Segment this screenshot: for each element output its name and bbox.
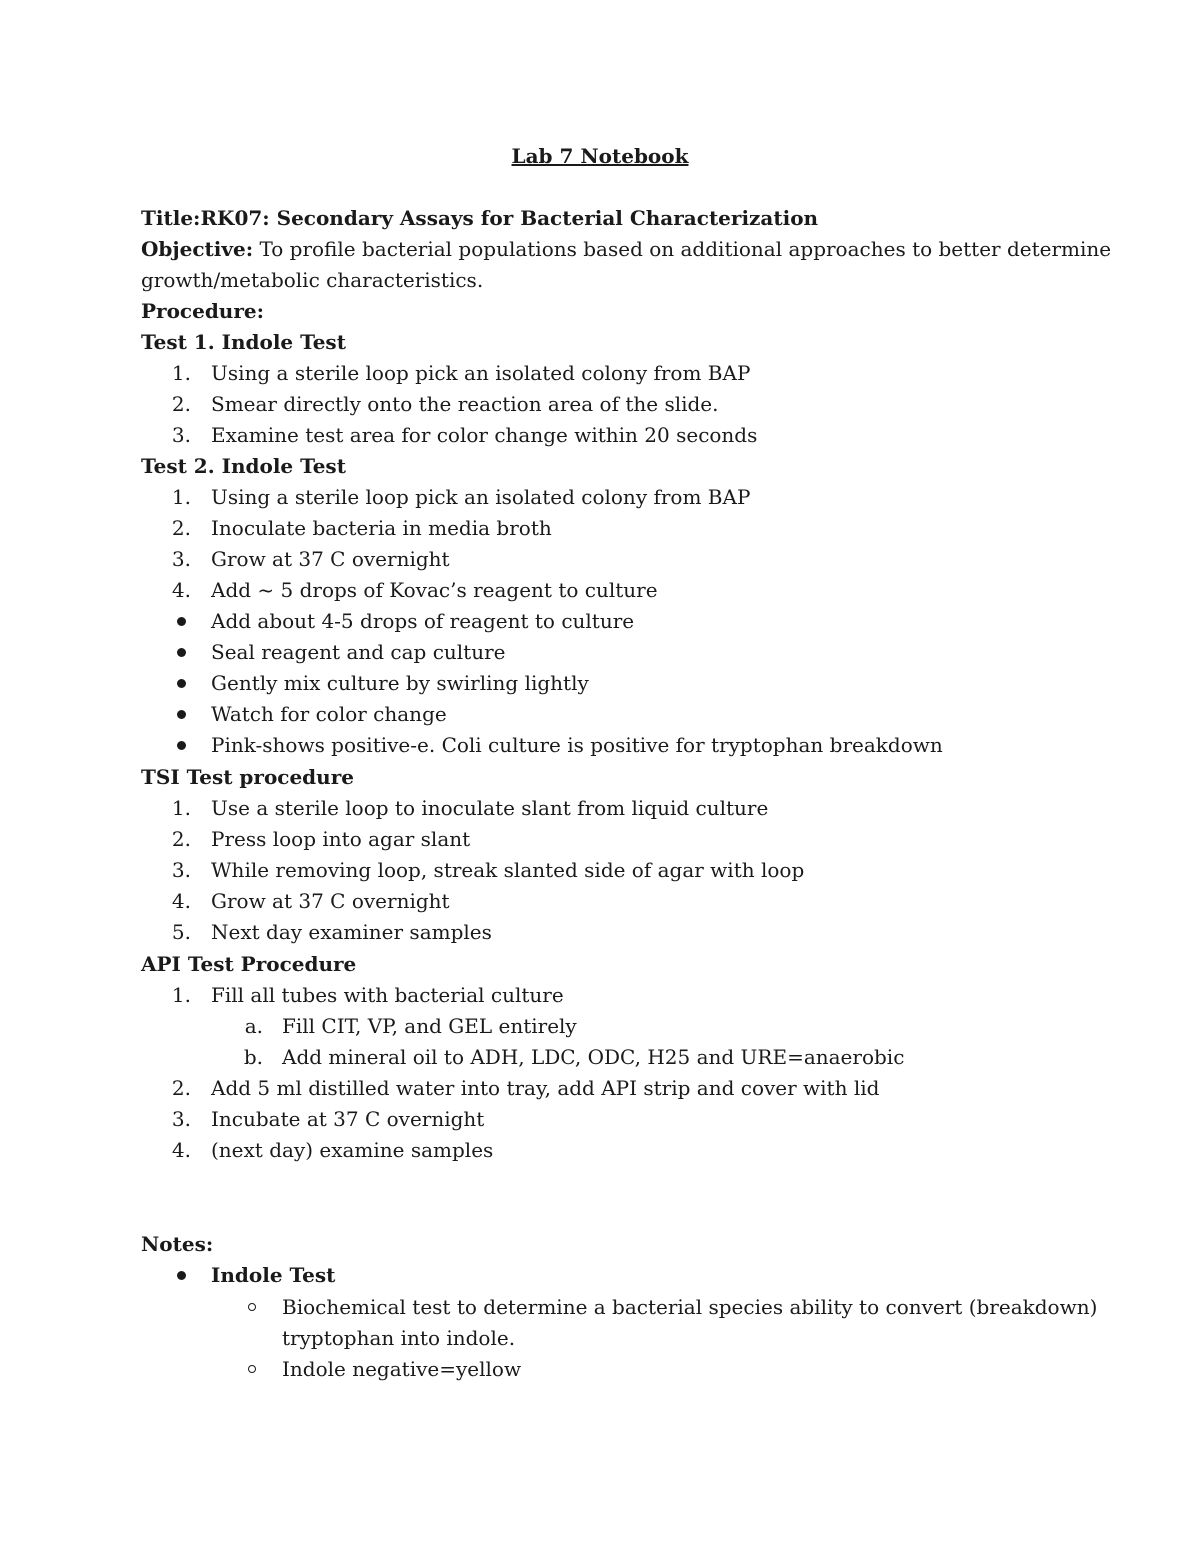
- list-number: 4.: [171, 889, 191, 913]
- list-text: Press loop into agar slant: [211, 827, 471, 851]
- list-text: tryptophan into indole.: [282, 1326, 516, 1350]
- list-text: Use a sterile loop to inoculate slant from liquid culture: [211, 796, 769, 820]
- list-text: Next day examiner samples: [211, 920, 492, 944]
- list-text: Examine test area for color change within 20 seconds: [211, 423, 758, 447]
- objective-line: [141, 234, 1111, 264]
- list-text: Inoculate bacteria in media broth: [211, 516, 552, 540]
- list-text: Watch for color change: [211, 702, 447, 726]
- api-heading: API Test Procedure: [141, 952, 357, 976]
- list-text: Add mineral oil to ADH, LDC, ODC, H25 and URE=anaerobic: [282, 1045, 905, 1069]
- list-text: While removing loop, streak slanted side of agar with loop: [211, 858, 805, 882]
- circle-bullet-icon: [248, 1365, 256, 1373]
- circle-bullet-icon: [248, 1303, 256, 1311]
- bullet-icon: [177, 617, 186, 626]
- bullet-icon: [177, 741, 186, 750]
- list-number: 2.: [171, 392, 191, 416]
- list-text: Seal reagent and cap culture: [211, 640, 506, 664]
- list-text: Gently mix culture by swirling lightly: [211, 671, 589, 695]
- list-text: Add 5 ml distilled water into tray, add API strip and cover with lid: [211, 1076, 880, 1100]
- list-text: Add about 4-5 drops of reagent to culture: [211, 609, 635, 633]
- list-number: 3.: [171, 423, 191, 447]
- list-number: 3.: [171, 1107, 191, 1131]
- list-letter: a.: [244, 1014, 263, 1038]
- page-title: Lab 7 Notebook: [511, 144, 689, 168]
- title-text: RK07: Secondary Assays for Bacterial Characterization: [200, 206, 819, 230]
- list-number: 4.: [171, 1138, 191, 1162]
- list-text: Pink-shows positive-e. Coli culture is positive for tryptophan breakdown: [211, 733, 943, 757]
- list-number: 1.: [171, 796, 191, 820]
- list-number: 1.: [171, 983, 191, 1007]
- list-text: Incubate at 37 C overnight: [211, 1107, 485, 1131]
- list-text: Grow at 37 C overnight: [211, 889, 450, 913]
- title-line: [141, 203, 818, 233]
- bullet-icon: [177, 648, 186, 657]
- list-text: Indole Test: [211, 1263, 336, 1287]
- list-number: 2.: [171, 516, 191, 540]
- tsi-heading: TSI Test procedure: [141, 765, 354, 789]
- list-number: 2.: [171, 827, 191, 851]
- list-number: 1.: [171, 485, 191, 509]
- test1-heading: Test 1. Indole Test: [141, 330, 346, 354]
- list-number: 5.: [171, 920, 191, 944]
- list-text: Biochemical test to determine a bacterial species ability to convert (breakdown): [282, 1295, 1098, 1319]
- list-number: 1.: [171, 361, 191, 385]
- list-number: 3.: [171, 547, 191, 571]
- list-text: (next day) examine samples: [211, 1138, 494, 1162]
- list-text: Add ~ 5 drops of Kovac’s reagent to culture: [211, 578, 658, 602]
- bullet-icon: [177, 679, 186, 688]
- procedure-heading: Procedure:: [141, 299, 264, 323]
- list-text: Using a sterile loop pick an isolated colony from BAP: [211, 485, 751, 509]
- bullet-icon: [177, 1271, 186, 1280]
- list-text: Fill CIT, VP, and GEL entirely: [282, 1014, 577, 1038]
- test2-heading: Test 2. Indole Test: [141, 454, 346, 478]
- list-number: 2.: [171, 1076, 191, 1100]
- list-text: Fill all tubes with bacterial culture: [211, 983, 564, 1007]
- notes-heading: Notes:: [141, 1232, 214, 1256]
- title-label: Title:: [141, 206, 201, 230]
- list-letter: b.: [243, 1045, 263, 1069]
- objective-continuation: growth/metabolic characteristics.: [141, 268, 484, 292]
- list-text: Indole negative=yellow: [282, 1357, 522, 1381]
- objective-label: Objective:: [141, 237, 254, 261]
- objective-text: To profile bacterial populations based on additional approaches to better determine: [253, 237, 1112, 261]
- bullet-icon: [177, 710, 186, 719]
- list-number: 4.: [171, 578, 191, 602]
- list-text: Grow at 37 C overnight: [211, 547, 450, 571]
- list-number: 3.: [171, 858, 191, 882]
- list-text: Using a sterile loop pick an isolated colony from BAP: [211, 361, 751, 385]
- list-text: Smear directly onto the reaction area of the slide.: [211, 392, 719, 416]
